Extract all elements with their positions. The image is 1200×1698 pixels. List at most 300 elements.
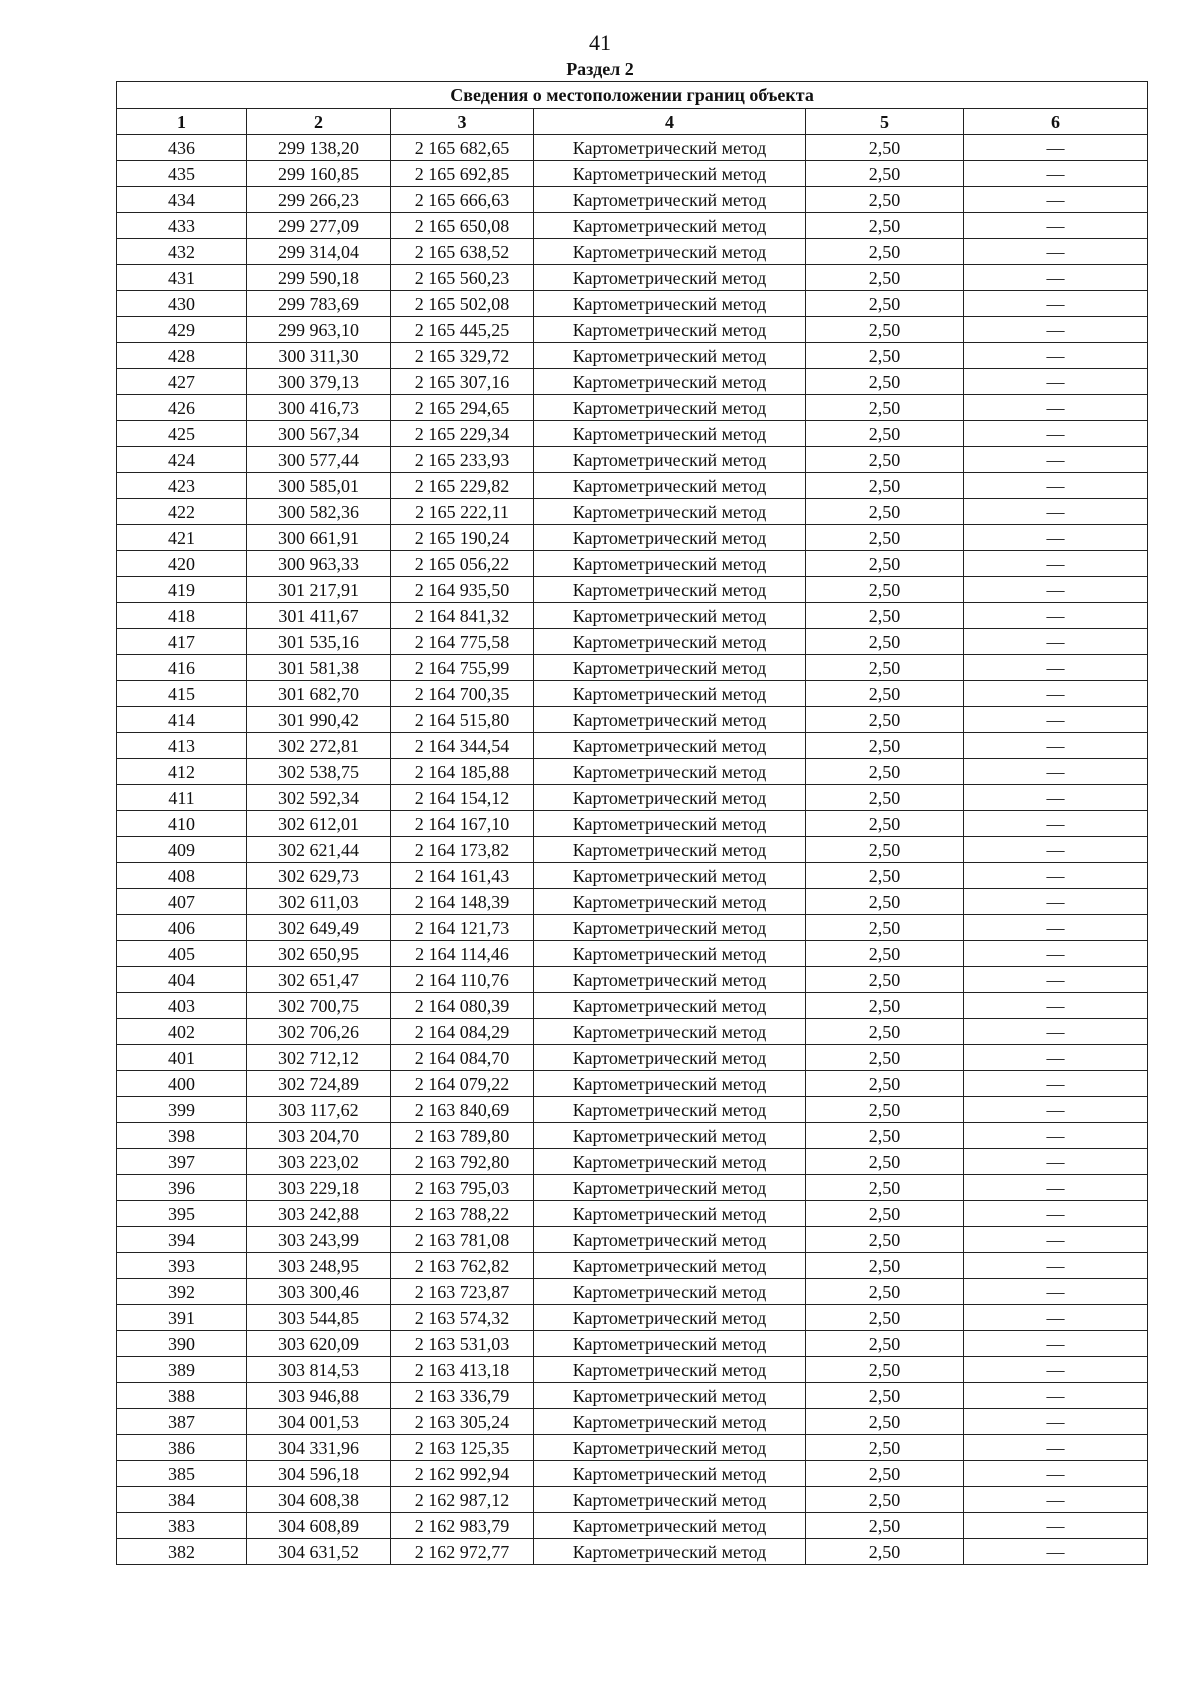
x-coordinate-cell: 299 963,10 [247, 317, 391, 343]
method-cell: Картометрический метод [534, 967, 806, 993]
table-row [117, 993, 1148, 1019]
description-cell: — [964, 551, 1148, 577]
description-cell: — [964, 629, 1148, 655]
column-header: 6 [964, 109, 1148, 135]
description-cell: — [964, 1305, 1148, 1331]
column-header: 3 [391, 109, 534, 135]
point-number-cell: 432 [117, 239, 247, 265]
accuracy-cell: 2,50 [806, 473, 964, 499]
table-row [117, 889, 1148, 915]
table-row [117, 811, 1148, 837]
point-number-cell: 397 [117, 1149, 247, 1175]
x-coordinate-cell: 302 651,47 [247, 967, 391, 993]
accuracy-cell: 2,50 [806, 1201, 964, 1227]
accuracy-cell: 2,50 [806, 1487, 964, 1513]
x-coordinate-cell: 302 706,26 [247, 1019, 391, 1045]
description-cell: — [964, 993, 1148, 1019]
description-cell: — [964, 655, 1148, 681]
x-coordinate-cell: 304 001,53 [247, 1409, 391, 1435]
accuracy-cell: 2,50 [806, 1279, 964, 1305]
description-cell: — [964, 1019, 1148, 1045]
accuracy-cell: 2,50 [806, 967, 964, 993]
x-coordinate-cell: 301 990,42 [247, 707, 391, 733]
point-number-cell: 400 [117, 1071, 247, 1097]
y-coordinate-cell: 2 164 121,73 [391, 915, 534, 941]
description-cell: — [964, 1201, 1148, 1227]
description-cell: — [964, 1097, 1148, 1123]
table-row [117, 1279, 1148, 1305]
method-cell: Картометрический метод [534, 1045, 806, 1071]
description-cell: — [964, 577, 1148, 603]
x-coordinate-cell: 303 620,09 [247, 1331, 391, 1357]
table-row [117, 785, 1148, 811]
point-number-cell: 398 [117, 1123, 247, 1149]
x-coordinate-cell: 302 712,12 [247, 1045, 391, 1071]
description-cell: — [964, 733, 1148, 759]
y-coordinate-cell: 2 163 305,24 [391, 1409, 534, 1435]
table-row [117, 863, 1148, 889]
point-number-cell: 394 [117, 1227, 247, 1253]
y-coordinate-cell: 2 162 992,94 [391, 1461, 534, 1487]
point-number-cell: 385 [117, 1461, 247, 1487]
y-coordinate-cell: 2 163 723,87 [391, 1279, 534, 1305]
method-cell: Картометрический метод [534, 759, 806, 785]
table-row [117, 187, 1148, 213]
y-coordinate-cell: 2 164 114,46 [391, 941, 534, 967]
x-coordinate-cell: 303 242,88 [247, 1201, 391, 1227]
accuracy-cell: 2,50 [806, 915, 964, 941]
x-coordinate-cell: 303 544,85 [247, 1305, 391, 1331]
accuracy-cell: 2,50 [806, 1175, 964, 1201]
table-row [117, 213, 1148, 239]
table-row [117, 1045, 1148, 1071]
x-coordinate-cell: 303 204,70 [247, 1123, 391, 1149]
method-cell: Картометрический метод [534, 1253, 806, 1279]
point-number-cell: 399 [117, 1097, 247, 1123]
y-coordinate-cell: 2 163 792,80 [391, 1149, 534, 1175]
description-cell: — [964, 317, 1148, 343]
table-row [117, 1227, 1148, 1253]
x-coordinate-cell: 303 117,62 [247, 1097, 391, 1123]
x-coordinate-cell: 300 416,73 [247, 395, 391, 421]
point-number-cell: 389 [117, 1357, 247, 1383]
method-cell: Картометрический метод [534, 551, 806, 577]
x-coordinate-cell: 300 379,13 [247, 369, 391, 395]
table-row [117, 577, 1148, 603]
method-cell: Картометрический метод [534, 265, 806, 291]
accuracy-cell: 2,50 [806, 603, 964, 629]
x-coordinate-cell: 304 608,38 [247, 1487, 391, 1513]
accuracy-cell: 2,50 [806, 681, 964, 707]
description-cell: — [964, 811, 1148, 837]
x-coordinate-cell: 304 596,18 [247, 1461, 391, 1487]
description-cell: — [964, 1175, 1148, 1201]
y-coordinate-cell: 2 163 413,18 [391, 1357, 534, 1383]
point-number-cell: 433 [117, 213, 247, 239]
method-cell: Картометрический метод [534, 395, 806, 421]
y-coordinate-cell: 2 165 233,93 [391, 447, 534, 473]
method-cell: Картометрический метод [534, 941, 806, 967]
accuracy-cell: 2,50 [806, 135, 964, 161]
point-number-cell: 423 [117, 473, 247, 499]
accuracy-cell: 2,50 [806, 629, 964, 655]
x-coordinate-cell: 301 217,91 [247, 577, 391, 603]
point-number-cell: 431 [117, 265, 247, 291]
table-row [117, 317, 1148, 343]
method-cell: Картометрический метод [534, 681, 806, 707]
x-coordinate-cell: 301 535,16 [247, 629, 391, 655]
accuracy-cell: 2,50 [806, 1253, 964, 1279]
accuracy-cell: 2,50 [806, 1435, 964, 1461]
point-number-cell: 413 [117, 733, 247, 759]
table-row [117, 967, 1148, 993]
point-number-cell: 387 [117, 1409, 247, 1435]
method-cell: Картометрический метод [534, 1019, 806, 1045]
method-cell: Картометрический метод [534, 1149, 806, 1175]
y-coordinate-cell: 2 164 841,32 [391, 603, 534, 629]
table-row [117, 1513, 1148, 1539]
point-number-cell: 391 [117, 1305, 247, 1331]
method-cell: Картометрический метод [534, 811, 806, 837]
accuracy-cell: 2,50 [806, 1019, 964, 1045]
accuracy-cell: 2,50 [806, 577, 964, 603]
x-coordinate-cell: 300 577,44 [247, 447, 391, 473]
y-coordinate-cell: 2 165 329,72 [391, 343, 534, 369]
description-cell: — [964, 889, 1148, 915]
point-number-cell: 421 [117, 525, 247, 551]
x-coordinate-cell: 302 592,34 [247, 785, 391, 811]
method-cell: Картометрический метод [534, 1201, 806, 1227]
point-number-cell: 426 [117, 395, 247, 421]
column-header-row [117, 109, 1148, 135]
y-coordinate-cell: 2 164 154,12 [391, 785, 534, 811]
accuracy-cell: 2,50 [806, 421, 964, 447]
table-row [117, 395, 1148, 421]
x-coordinate-cell: 302 272,81 [247, 733, 391, 759]
y-coordinate-cell: 2 165 502,08 [391, 291, 534, 317]
description-cell: — [964, 343, 1148, 369]
table-row [117, 1019, 1148, 1045]
point-number-cell: 405 [117, 941, 247, 967]
description-cell: — [964, 863, 1148, 889]
method-cell: Картометрический метод [534, 239, 806, 265]
boundary-coordinates-table [116, 81, 1148, 1565]
y-coordinate-cell: 2 164 110,76 [391, 967, 534, 993]
method-cell: Картометрический метод [534, 525, 806, 551]
y-coordinate-cell: 2 164 084,70 [391, 1045, 534, 1071]
y-coordinate-cell: 2 164 775,58 [391, 629, 534, 655]
method-cell: Картометрический метод [534, 863, 806, 889]
table-body [117, 135, 1148, 1565]
point-number-cell: 417 [117, 629, 247, 655]
accuracy-cell: 2,50 [806, 1123, 964, 1149]
method-cell: Картометрический метод [534, 135, 806, 161]
accuracy-cell: 2,50 [806, 655, 964, 681]
method-cell: Картометрический метод [534, 1461, 806, 1487]
method-cell: Картометрический метод [534, 1357, 806, 1383]
point-number-cell: 414 [117, 707, 247, 733]
table-row [117, 291, 1148, 317]
y-coordinate-cell: 2 165 682,65 [391, 135, 534, 161]
accuracy-cell: 2,50 [806, 889, 964, 915]
method-cell: Картометрический метод [534, 1279, 806, 1305]
accuracy-cell: 2,50 [806, 1097, 964, 1123]
y-coordinate-cell: 2 164 084,29 [391, 1019, 534, 1045]
y-coordinate-cell: 2 164 935,50 [391, 577, 534, 603]
x-coordinate-cell: 299 314,04 [247, 239, 391, 265]
column-header: 4 [534, 109, 806, 135]
table-row [117, 1071, 1148, 1097]
x-coordinate-cell: 301 682,70 [247, 681, 391, 707]
x-coordinate-cell: 301 411,67 [247, 603, 391, 629]
y-coordinate-cell: 2 165 692,85 [391, 161, 534, 187]
column-header: 5 [806, 109, 964, 135]
description-cell: — [964, 161, 1148, 187]
table-row [117, 161, 1148, 187]
description-cell: — [964, 1227, 1148, 1253]
table-row [117, 1539, 1148, 1565]
x-coordinate-cell: 299 138,20 [247, 135, 391, 161]
x-coordinate-cell: 302 621,44 [247, 837, 391, 863]
x-coordinate-cell: 300 582,36 [247, 499, 391, 525]
x-coordinate-cell: 303 248,95 [247, 1253, 391, 1279]
table-row [117, 1305, 1148, 1331]
y-coordinate-cell: 2 164 079,22 [391, 1071, 534, 1097]
x-coordinate-cell: 303 814,53 [247, 1357, 391, 1383]
description-cell: — [964, 915, 1148, 941]
y-coordinate-cell: 2 165 229,34 [391, 421, 534, 447]
point-number-cell: 383 [117, 1513, 247, 1539]
point-number-cell: 404 [117, 967, 247, 993]
x-coordinate-cell: 299 590,18 [247, 265, 391, 291]
x-coordinate-cell: 303 300,46 [247, 1279, 391, 1305]
description-cell: — [964, 395, 1148, 421]
accuracy-cell: 2,50 [806, 343, 964, 369]
point-number-cell: 390 [117, 1331, 247, 1357]
accuracy-cell: 2,50 [806, 447, 964, 473]
y-coordinate-cell: 2 163 840,69 [391, 1097, 534, 1123]
description-cell: — [964, 499, 1148, 525]
x-coordinate-cell: 299 160,85 [247, 161, 391, 187]
y-coordinate-cell: 2 165 222,11 [391, 499, 534, 525]
y-coordinate-cell: 2 164 344,54 [391, 733, 534, 759]
description-cell: — [964, 1331, 1148, 1357]
method-cell: Картометрический метод [534, 1331, 806, 1357]
point-number-cell: 412 [117, 759, 247, 785]
y-coordinate-cell: 2 163 788,22 [391, 1201, 534, 1227]
accuracy-cell: 2,50 [806, 993, 964, 1019]
point-number-cell: 403 [117, 993, 247, 1019]
page-number: 41 [589, 30, 611, 55]
description-cell: — [964, 1071, 1148, 1097]
description-cell: — [964, 1539, 1148, 1565]
description-cell: — [964, 473, 1148, 499]
description-cell: — [964, 265, 1148, 291]
point-number-cell: 410 [117, 811, 247, 837]
accuracy-cell: 2,50 [806, 759, 964, 785]
x-coordinate-cell: 302 700,75 [247, 993, 391, 1019]
y-coordinate-cell: 2 165 056,22 [391, 551, 534, 577]
y-coordinate-cell: 2 163 125,35 [391, 1435, 534, 1461]
point-number-cell: 429 [117, 317, 247, 343]
method-cell: Картометрический метод [534, 421, 806, 447]
point-number-cell: 409 [117, 837, 247, 863]
method-cell: Картометрический метод [534, 343, 806, 369]
point-number-cell: 392 [117, 1279, 247, 1305]
point-number-cell: 386 [117, 1435, 247, 1461]
accuracy-cell: 2,50 [806, 1461, 964, 1487]
accuracy-cell: 2,50 [806, 213, 964, 239]
point-number-cell: 418 [117, 603, 247, 629]
accuracy-cell: 2,50 [806, 1409, 964, 1435]
point-number-cell: 416 [117, 655, 247, 681]
accuracy-cell: 2,50 [806, 499, 964, 525]
method-cell: Картометрический метод [534, 161, 806, 187]
x-coordinate-cell: 299 783,69 [247, 291, 391, 317]
method-cell: Картометрический метод [534, 213, 806, 239]
table-row [117, 499, 1148, 525]
y-coordinate-cell: 2 165 666,63 [391, 187, 534, 213]
y-coordinate-cell: 2 165 294,65 [391, 395, 534, 421]
y-coordinate-cell: 2 164 755,99 [391, 655, 534, 681]
x-coordinate-cell: 300 661,91 [247, 525, 391, 551]
point-number-cell: 425 [117, 421, 247, 447]
table-row [117, 1175, 1148, 1201]
accuracy-cell: 2,50 [806, 1305, 964, 1331]
method-cell: Картометрический метод [534, 993, 806, 1019]
point-number-cell: 415 [117, 681, 247, 707]
description-cell: — [964, 1045, 1148, 1071]
y-coordinate-cell: 2 164 515,80 [391, 707, 534, 733]
table-row [117, 1097, 1148, 1123]
description-cell: — [964, 447, 1148, 473]
y-coordinate-cell: 2 163 789,80 [391, 1123, 534, 1149]
table-row [117, 1357, 1148, 1383]
table-row [117, 135, 1148, 161]
method-cell: Картометрический метод [534, 629, 806, 655]
x-coordinate-cell: 301 581,38 [247, 655, 391, 681]
description-cell: — [964, 1357, 1148, 1383]
table-row [117, 265, 1148, 291]
point-number-cell: 427 [117, 369, 247, 395]
point-number-cell: 419 [117, 577, 247, 603]
method-cell: Картометрический метод [534, 1305, 806, 1331]
table-row [117, 915, 1148, 941]
point-number-cell: 396 [117, 1175, 247, 1201]
table-row [117, 1123, 1148, 1149]
table-row [117, 525, 1148, 551]
y-coordinate-cell: 2 164 161,43 [391, 863, 534, 889]
point-number-cell: 434 [117, 187, 247, 213]
description-cell: — [964, 135, 1148, 161]
point-number-cell: 406 [117, 915, 247, 941]
y-coordinate-cell: 2 162 987,12 [391, 1487, 534, 1513]
description-cell: — [964, 1123, 1148, 1149]
method-cell: Картометрический метод [534, 707, 806, 733]
method-cell: Картометрический метод [534, 655, 806, 681]
accuracy-cell: 2,50 [806, 525, 964, 551]
y-coordinate-cell: 2 164 173,82 [391, 837, 534, 863]
y-coordinate-cell: 2 165 190,24 [391, 525, 534, 551]
x-coordinate-cell: 303 243,99 [247, 1227, 391, 1253]
y-coordinate-cell: 2 165 229,82 [391, 473, 534, 499]
table-row [117, 1409, 1148, 1435]
accuracy-cell: 2,50 [806, 1149, 964, 1175]
accuracy-cell: 2,50 [806, 395, 964, 421]
y-coordinate-cell: 2 163 336,79 [391, 1383, 534, 1409]
column-header: 1 [117, 109, 247, 135]
table-row [117, 1487, 1148, 1513]
accuracy-cell: 2,50 [806, 369, 964, 395]
x-coordinate-cell: 302 650,95 [247, 941, 391, 967]
x-coordinate-cell: 302 629,73 [247, 863, 391, 889]
point-number-cell: 388 [117, 1383, 247, 1409]
x-coordinate-cell: 303 229,18 [247, 1175, 391, 1201]
method-cell: Картометрический метод [534, 499, 806, 525]
method-cell: Картометрический метод [534, 785, 806, 811]
method-cell: Картометрический метод [534, 1175, 806, 1201]
method-cell: Картометрический метод [534, 603, 806, 629]
y-coordinate-cell: 2 163 574,32 [391, 1305, 534, 1331]
method-cell: Картометрический метод [534, 473, 806, 499]
x-coordinate-cell: 303 946,88 [247, 1383, 391, 1409]
x-coordinate-cell: 300 567,34 [247, 421, 391, 447]
point-number-cell: 393 [117, 1253, 247, 1279]
x-coordinate-cell: 302 724,89 [247, 1071, 391, 1097]
x-coordinate-cell: 302 611,03 [247, 889, 391, 915]
method-cell: Картометрический метод [534, 577, 806, 603]
point-number-cell: 435 [117, 161, 247, 187]
table-row [117, 1461, 1148, 1487]
table-row [117, 837, 1148, 863]
description-cell: — [964, 1435, 1148, 1461]
description-cell: — [964, 525, 1148, 551]
x-coordinate-cell: 304 631,52 [247, 1539, 391, 1565]
y-coordinate-cell: 2 164 185,88 [391, 759, 534, 785]
y-coordinate-cell: 2 165 638,52 [391, 239, 534, 265]
description-cell: — [964, 1279, 1148, 1305]
accuracy-cell: 2,50 [806, 785, 964, 811]
method-cell: Картометрический метод [534, 291, 806, 317]
table-row [117, 681, 1148, 707]
y-coordinate-cell: 2 165 650,08 [391, 213, 534, 239]
method-cell: Картометрический метод [534, 889, 806, 915]
description-cell: — [964, 785, 1148, 811]
accuracy-cell: 2,50 [806, 1539, 964, 1565]
table-row [117, 1149, 1148, 1175]
accuracy-cell: 2,50 [806, 941, 964, 967]
y-coordinate-cell: 2 164 148,39 [391, 889, 534, 915]
method-cell: Картометрический метод [534, 915, 806, 941]
point-number-cell: 407 [117, 889, 247, 915]
accuracy-cell: 2,50 [806, 1045, 964, 1071]
accuracy-cell: 2,50 [806, 1331, 964, 1357]
y-coordinate-cell: 2 163 795,03 [391, 1175, 534, 1201]
y-coordinate-cell: 2 162 983,79 [391, 1513, 534, 1539]
table-row [117, 707, 1148, 733]
x-coordinate-cell: 302 649,49 [247, 915, 391, 941]
accuracy-cell: 2,50 [806, 1071, 964, 1097]
accuracy-cell: 2,50 [806, 239, 964, 265]
accuracy-cell: 2,50 [806, 1513, 964, 1539]
method-cell: Картометрический метод [534, 317, 806, 343]
description-cell: — [964, 291, 1148, 317]
accuracy-cell: 2,50 [806, 1357, 964, 1383]
point-number-cell: 401 [117, 1045, 247, 1071]
method-cell: Картометрический метод [534, 1071, 806, 1097]
description-cell: — [964, 1383, 1148, 1409]
accuracy-cell: 2,50 [806, 811, 964, 837]
